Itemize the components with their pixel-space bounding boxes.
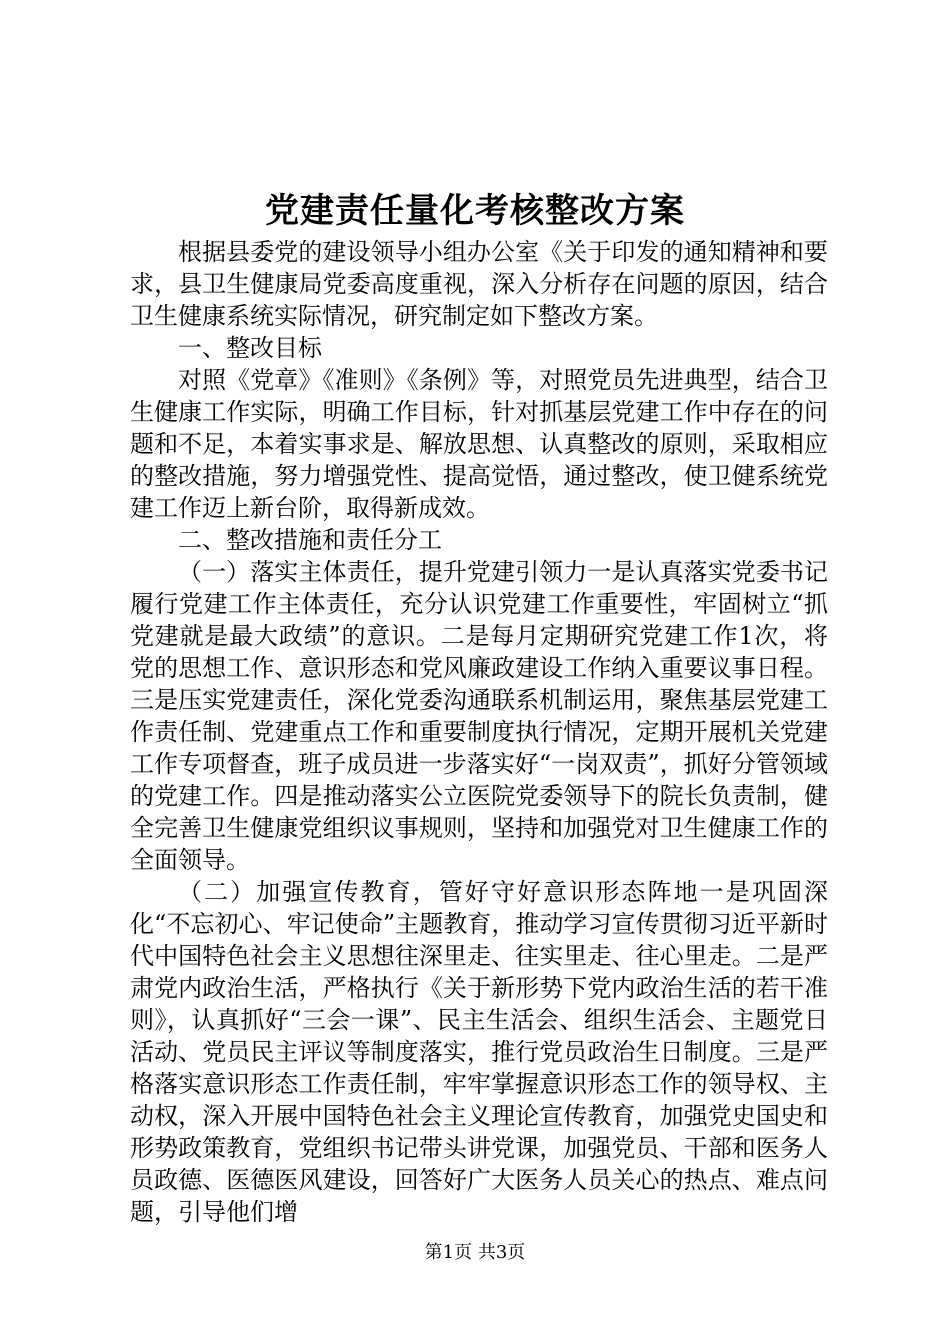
goals-paragraph: 对照《党章》《准则》《条例》等，对照党员先进典型，结合卫生健康工作实际，明确工作目标，针对抓基层党建工作中存在的问题和不足，本着实事求是、解放思想、认真整改的原则，采取相应的整改措施，努力增强党性、提高觉悟，通过整改，使卫健系统党建工作迈上新台阶，取得新成效。 [130, 366, 828, 522]
measure-paragraph-1: （一）落实主体责任，提升党建引领力一是认真落实党委书记履行党建工作主体责任，充分认识党建工作重要性，牢固树立“抓党建就是最大政绩”的意识。二是每月定期研究党建工作1次，将党的思想工作、意识形态和党风廉政建设工作纳入重要议事日程。三是压实党建责任，深化党委沟通联系机制运用，聚焦基层党建工作责任制、党建重点工作和重要制度执行情况，定期开展机关党建工作专项督查，班子成员进一步落实好“一岗双责”，抓好分管领域的党建工作。四是推动落实公立医院党委领导下的院长负责制，健全完善卫生健康党组织议事规则，坚持和加强党对卫生健康工作的全面领导。 [130, 558, 828, 874]
document-body [130, 236, 828, 1228]
section-heading-goals: 一、整改目标 [178, 334, 322, 362]
section-heading-measures: 二、整改措施和责任分工 [178, 526, 442, 554]
page-footer: 第1页 共3页 [424, 1242, 526, 1263]
measure-paragraph-2: （二）加强宣传教育，管好守好意识形态阵地一是巩固深化“不忘初心、牢记使命”主题教育，推动学习宣传贯彻习近平新时代中国特色社会主义思想往深里走、往实里走、往心里走。二是严肃党内政治生活，严格执行《关于新形势下党内政治生活的若干准则》，认真抓好“三会一课”、民主生活会、组织生活会、主题党日活动、党员民主评议等制度落实，推行党员政治生日制度。三是严格落实意识形态工作责任制，牢牢掌握意识形态工作的领导权、主动权，深入开展中国特色社会主义理论宣传教育，加强党史国史和形势政策教育，党组织书记带头讲党课，加强党员、干部和医务人员政德、医德医风建设，回答好广大医务人员关心的热点、难点问题，引导他们增 [130, 878, 828, 1226]
document-title: 党建责任量化考核整改方案 [265, 191, 685, 231]
intro-paragraph: 根据县委党的建设领导小组办公室《关于印发的通知精神和要求，县卫生健康局党委高度重视，深入分析存在问题的原因，结合卫生健康系统实际情况，研究制定如下整改方案。 [130, 238, 828, 330]
